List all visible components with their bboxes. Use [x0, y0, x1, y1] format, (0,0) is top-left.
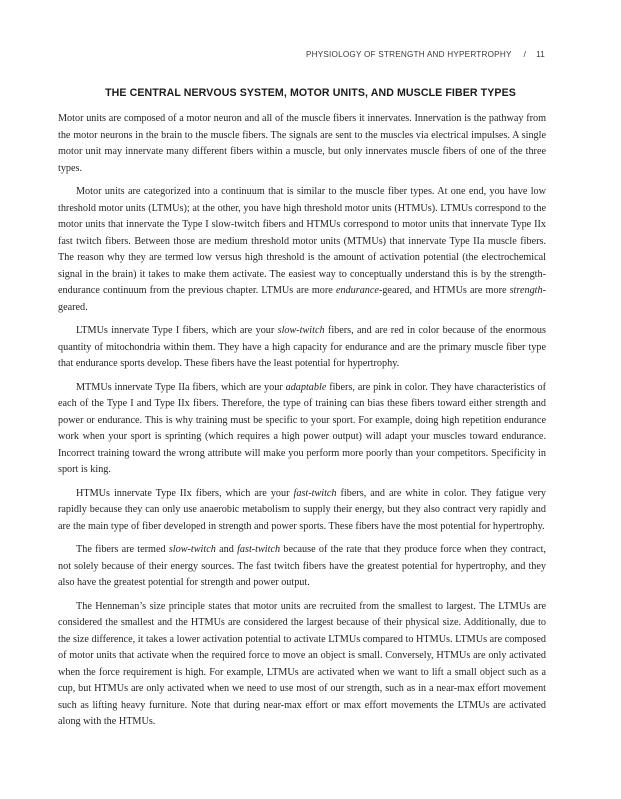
text-run: -geared, and HTMUs are more — [378, 285, 510, 296]
header-separator: / — [523, 50, 527, 59]
text-run: fibers, and are white in color. They fatigue very rapidly because they can only use anaerobic metabolism to supply their energy, but they also contract very rapidly and are the main type of fiber developed in strength and power sports. These fibers have the most potential for hypertrophy. — [58, 487, 547, 532]
italic-term: endurance — [335, 285, 379, 296]
text-run: LTMUs innervate Type I fibers, which are your — [76, 325, 278, 336]
section-title: THE CENTRAL NERVOUS SYSTEM, MOTOR UNITS, AND MUSCLE FIBER TYPES — [105, 87, 516, 99]
text-run: MTMUs innervate Type IIa fibers, which are your — [76, 381, 286, 393]
italic-term: adaptable — [285, 381, 327, 393]
italic-term: slow-twitch — [168, 544, 216, 555]
paragraph — [58, 111, 546, 177]
running-header — [306, 50, 545, 59]
text-run: Motor units are categorized into a continuum that is similar to the muscle fiber types. At one end, you have low threshold motor units (LTMUs); at the other, you have high threshold motor units (HTMUs). LTMUs correspond to the motor units that innervate the Type I slow-twitch fibers and HTMUs correspond to motor units that innervate Type IIx fast twitch fibers. Between those are medium threshold motor units (MTMUs) that innervate Type IIa muscle fibers. The reason why they are termed low versus high threshold is the amount of activation potential (the electrochemical signal in the brain) it takes to make them activate. The easiest way to conceptually understand this is by the strength-endurance continuum from the previous chapter. LTMUs are more — [58, 186, 546, 296]
paragraph — [58, 542, 546, 592]
paragraph — [58, 599, 546, 731]
paragraph — [58, 486, 546, 536]
text-run: The fibers are termed — [76, 544, 169, 555]
text-run: HTMUs innervate Type IIx fibers, which are your — [76, 487, 294, 499]
text-run: -geared. — [58, 285, 547, 313]
paragraph — [58, 184, 546, 316]
text-run: Motor units are composed of a motor neuron and all of the muscle fibers it innervates. Innervation is the pathway from the motor neurons in the brain to the muscle fibers. The signals are sent to the muscles via electrical impulses. A single motor unit may innervate many different fibers within a muscle, but only innervates muscle fibers of one of the three types. — [58, 113, 546, 174]
italic-term: strength — [509, 285, 543, 296]
running-title: PHYSIOLOGY OF STRENGTH AND HYPERTROPHY — [305, 50, 512, 59]
text-run: fibers, are pink in color. They have characteristics of each of the Type I and Type IIx fibers. Therefore, the type of training can bias these fibers toward either strength and power or endurance. This is why training must be specific to your sport. For example, doing high repetition endurance work when your sport is sprinting (which requires a high power output) will adapt your muscles toward endurance. Incorrect training toward the wrong attribute will make you perform more poorly than your competitors. Specificity in sport is king. — [58, 381, 546, 475]
paragraph — [58, 380, 546, 479]
body-text — [58, 111, 546, 738]
text-run: and — [215, 544, 238, 555]
italic-term: fast-twitch — [237, 544, 281, 555]
italic-term: fast-twitch — [293, 487, 337, 499]
text-run: The Henneman’s size principle states that motor units are recruited from the smallest to largest. The LTMUs are considered the smallest and the HTMUs are considered the largest because of their physical size. Additionally, due to the size difference, it takes a lower activation potential to activate LTMUs compared to HTMUs. LTMUs are composed of motor units that activate when the required force to move an object is small. Conversely, HTMUs are only activated when the force requirement is high. For example, LTMUs are activated when we want to lift a small object such as a cup, but HTMUs are only activated when we need to use most of our strength, such as in a near-max effort movement such as lifting heavy furniture. Note that during near-max effort or max effort movements the LTMUs are activated along with the HTMUs. — [58, 600, 546, 727]
italic-term: slow-twitch — [277, 325, 325, 336]
page-number: 11 — [536, 50, 545, 59]
paragraph — [58, 323, 546, 373]
text-run: because of the rate that they produce force when they contract, not solely because of their energy sources. The fast twitch fibers have the greatest potential for hypertrophy, and they also have the greatest potential for strength and power output. — [58, 544, 546, 588]
text-run: fibers, and are red in color because of the enormous quantity of mitochondria within them. They have a high capacity for endurance and are the primary muscle fiber type that endurance sports develop. These fibers have the least potential for hypertrophy. — [58, 325, 546, 369]
